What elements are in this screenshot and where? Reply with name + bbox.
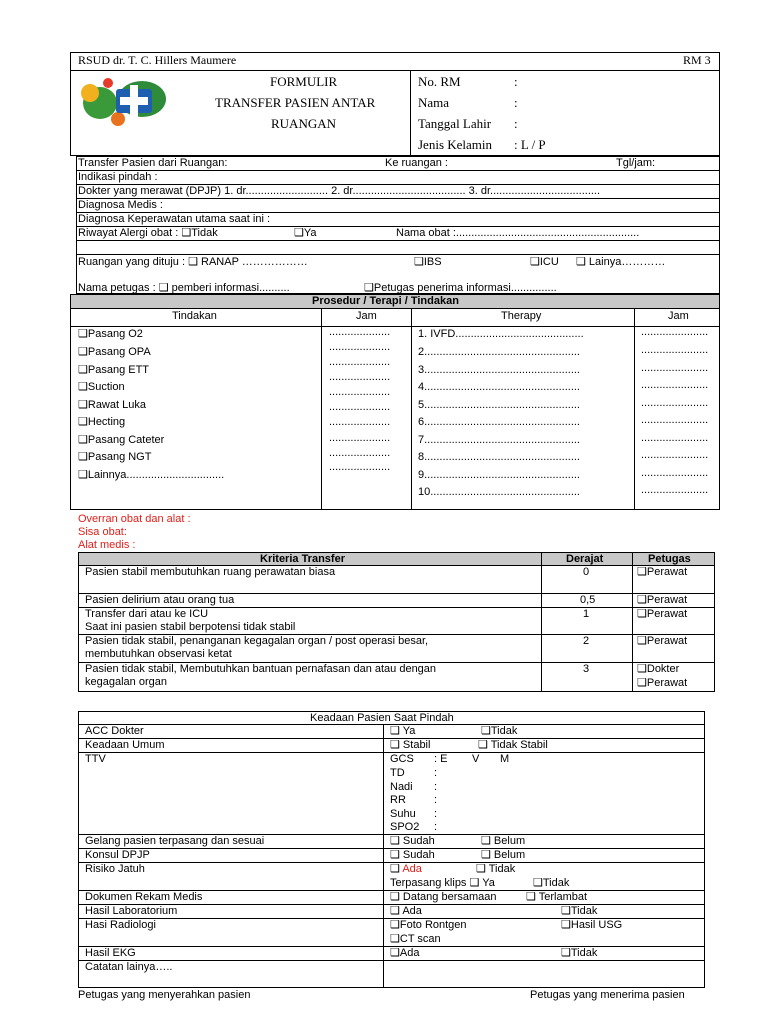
tindakan-item[interactable] xyxy=(78,364,149,377)
petugas-label: Perawat xyxy=(646,566,688,578)
klips-ya-checkbox[interactable]: ❑ xyxy=(469,877,480,889)
field-tgl-lahir-value[interactable]: : xyxy=(514,116,518,131)
icu-option[interactable]: ❑ICU xyxy=(530,256,559,268)
diagnosa-medis[interactable]: Diagnosa Medis : xyxy=(78,199,163,211)
petugas-checkbox[interactable]: ❑ xyxy=(637,566,647,578)
tindakan-checkbox[interactable]: ❑ xyxy=(78,364,88,376)
diagnosa-keperawatan[interactable]: Diagnosa Keperawatan utama saat ini : xyxy=(78,213,271,225)
acc-ya[interactable]: ❑ Ya xyxy=(390,725,416,737)
ttv-item-label: TD xyxy=(390,767,405,779)
umum-tidak-stabil[interactable]: ❑ Tidak Stabil xyxy=(478,739,548,751)
petugas-label: Perawat xyxy=(646,594,688,606)
risiko-ada-checkbox[interactable]: ❑ xyxy=(390,863,400,875)
form-title-line2: TRANSFER PASIEN ANTAR xyxy=(215,95,376,110)
usg-checkbox[interactable]: ❑ xyxy=(561,919,571,931)
tindakan-item[interactable] xyxy=(78,328,143,341)
therapy-jam-field[interactable]: ...................... xyxy=(641,414,709,426)
tindakan-label: Suction xyxy=(87,381,125,393)
therapy-item[interactable]: 5................................................... xyxy=(418,399,580,411)
ekg-tidak[interactable]: ❑Tidak xyxy=(561,947,598,959)
petugas-checkbox[interactable]: ❑ xyxy=(637,677,647,689)
tindakan-item[interactable] xyxy=(78,416,125,429)
field-tgl-lahir-label: Tanggal Lahir xyxy=(418,116,492,131)
therapy-jam-field[interactable]: ...................... xyxy=(641,379,709,391)
tindakan-label: Pasang OPA xyxy=(87,346,151,358)
rad-foto[interactable]: ❑Foto Rontgen xyxy=(390,919,467,931)
therapy-item[interactable]: 8................................................... xyxy=(418,451,580,463)
datang-checkbox[interactable]: ❑ xyxy=(390,891,400,903)
kriteria-text: Pasien delirium atau orang tua xyxy=(85,594,235,606)
ttv-item-value[interactable]: : xyxy=(434,794,438,806)
klips-label: Terpasang klips ❑ Ya xyxy=(390,877,495,889)
tindakan-label: Rawat Luka xyxy=(87,399,146,411)
gelang-belum-checkbox[interactable]: ❑ xyxy=(481,835,491,847)
derajat-value: 0 xyxy=(583,566,590,578)
alat-medis-label: Alat medis : xyxy=(78,539,136,551)
rad-ct[interactable]: ❑CT scan xyxy=(390,933,441,945)
nama-obat[interactable]: Nama obat :............................................................ xyxy=(396,227,640,239)
petugas-option[interactable] xyxy=(637,635,687,648)
risiko-jatuh-label: Risiko Jatuh xyxy=(85,863,145,875)
tindakan-checkbox[interactable]: ❑ xyxy=(78,469,88,481)
dokumen-label: Dokumen Rekam Medis xyxy=(85,891,203,903)
kriteria-text-line2: kegagalan organ xyxy=(85,676,167,688)
penerima-checkbox[interactable]: ❑ xyxy=(364,282,374,294)
therapy-item[interactable]: 7................................................... xyxy=(418,434,580,446)
field-nama-label: Nama xyxy=(418,95,450,110)
ranap-checkbox[interactable]: ❑ xyxy=(188,256,198,268)
petugas-label: Perawat xyxy=(646,608,688,620)
gelang-sudah[interactable]: ❑ Sudah xyxy=(390,835,435,847)
form-code: RM 3 xyxy=(683,53,711,67)
kriteria-text: Pasien tidak stabil, penanganan kegagalan organ / post operasi besar, xyxy=(85,635,429,647)
alergi-ya-checkbox[interactable]: ❑ xyxy=(294,227,304,239)
umum-stabil[interactable]: ❑ Stabil xyxy=(390,739,431,751)
hospital-logo xyxy=(78,75,170,127)
form-title-line3: RUANGAN xyxy=(271,116,336,131)
gcs-m[interactable]: M xyxy=(500,753,510,765)
col-therapy: Therapy xyxy=(501,310,542,322)
lab-tidak[interactable]: ❑Tidak xyxy=(561,905,598,917)
ekg-label: Hasil EKG xyxy=(85,947,136,959)
ruangan-dituju: Ruangan yang dituju : ❑ RANAP ……………… xyxy=(78,256,308,268)
derajat-value: 2 xyxy=(583,635,590,647)
indikasi-pindah[interactable]: Indikasi pindah : xyxy=(78,171,158,183)
ttv-item-value[interactable]: : xyxy=(434,807,438,820)
derajat-value: 1 xyxy=(583,608,590,620)
acc-dokter-label: ACC Dokter xyxy=(85,725,144,737)
petugas-option-2[interactable] xyxy=(637,677,687,690)
petugas-checkbox[interactable]: ❑ xyxy=(637,635,647,647)
terlambat-checkbox[interactable]: ❑ xyxy=(526,891,536,903)
jam-field[interactable]: .................... xyxy=(329,326,391,338)
field-no-rm-label: No. RM xyxy=(418,74,461,89)
lainya-option[interactable]: ❑ Lainya………… xyxy=(576,256,666,268)
tidak-stabil-checkbox[interactable]: ❑ xyxy=(478,739,488,751)
petugas-label: Dokter xyxy=(646,663,680,675)
jam-field[interactable]: .................... xyxy=(329,401,391,413)
pemberi-checkbox[interactable]: ❑ xyxy=(158,282,169,294)
hospital-name: RSUD dr. T. C. Hillers Maumere xyxy=(78,53,237,67)
derajat-value: 0,5 xyxy=(580,594,596,606)
penerima-option[interactable]: ❑Petugas penerima informasi............... xyxy=(364,282,557,294)
riwayat-alergi-label: Riwayat Alergi obat : ❑Tidak xyxy=(78,227,218,239)
gelang-label: Gelang pasien terpasang dan sesuai xyxy=(85,835,265,847)
ttv-item-value[interactable]: : xyxy=(434,821,438,833)
tindakan-checkbox[interactable]: ❑ xyxy=(78,416,88,428)
risiko-ada[interactable]: ❑ Ada xyxy=(390,863,422,875)
alergi-ya-option[interactable]: ❑Ya xyxy=(294,227,317,239)
gcs-v[interactable]: V xyxy=(472,753,480,765)
petugas-option[interactable] xyxy=(637,594,687,607)
gcs-label: GCS xyxy=(390,753,414,765)
therapy-item[interactable]: 4................................................... xyxy=(418,381,580,393)
col-kriteria: Kriteria Transfer xyxy=(260,553,345,565)
tindakan-label: Pasang Cateter xyxy=(87,434,165,446)
ekg-ada[interactable]: ❑Ada xyxy=(390,947,420,959)
petugas-label: Perawat xyxy=(646,635,688,647)
alergi-tidak-checkbox[interactable]: ❑ xyxy=(181,227,192,239)
petugas-label: Perawat xyxy=(646,677,688,689)
field-nama-value[interactable]: : xyxy=(514,95,518,110)
therapy-item[interactable]: 10................................................. xyxy=(418,486,580,498)
radiologi-label: Hasi Radiologi xyxy=(85,919,156,931)
tindakan-label: Hecting xyxy=(87,416,126,428)
keadaan-title: Keadaan Pasien Saat Pindah xyxy=(310,712,454,724)
petugas-option[interactable] xyxy=(637,566,687,579)
tindakan-checkbox[interactable]: ❑ xyxy=(78,381,88,393)
rad-usg[interactable]: ❑Hasil USG xyxy=(561,919,623,931)
therapy-item[interactable]: 1. IVFD.......................................... xyxy=(418,328,584,340)
gelang-belum[interactable]: ❑ Belum xyxy=(481,835,526,847)
therapy-item[interactable]: 9................................................... xyxy=(418,469,580,481)
tindakan-label: Pasang NGT xyxy=(87,451,152,463)
jam-field[interactable]: .................... xyxy=(329,356,391,368)
therapy-item[interactable]: 2................................................... xyxy=(418,346,580,358)
therapy-item[interactable]: 3................................................... xyxy=(418,364,580,376)
ekg-tidak-checkbox[interactable]: ❑ xyxy=(561,947,571,959)
form-title-line1: FORMULIR xyxy=(270,74,338,89)
jam-field[interactable]: .................... xyxy=(329,447,391,459)
jam-field[interactable]: .................... xyxy=(329,341,391,353)
therapy-jam-field[interactable]: ...................... xyxy=(641,432,709,444)
acc-tidak[interactable]: ❑Tidak xyxy=(481,725,518,737)
acc-tidak-checkbox[interactable]: ❑ xyxy=(481,725,491,737)
petugas-checkbox[interactable]: ❑ xyxy=(637,608,647,620)
ibs-option[interactable]: ❑IBS xyxy=(414,256,442,268)
jam-field[interactable]: .................... xyxy=(329,386,391,398)
jam-field[interactable]: .................... xyxy=(329,461,391,473)
therapy-jam-field[interactable]: ...................... xyxy=(641,326,709,338)
konsul-dpjp-label: Konsul DPJP xyxy=(85,849,150,861)
therapy-jam-field[interactable]: ...................... xyxy=(641,362,709,374)
sisa-obat-label: Sisa obat: xyxy=(78,526,127,538)
kriteria-header-bg xyxy=(79,553,714,565)
risiko-tidak-checkbox[interactable]: ❑ xyxy=(476,863,486,875)
dokter-dpjp[interactable]: Dokter yang merawat (DPJP) 1. dr........................... 2. dr..................................... 3. dr.................................... xyxy=(78,185,601,197)
col-jam-2: Jam xyxy=(668,310,689,322)
prosedur-title: Prosedur / Terapi / Tindakan xyxy=(312,295,459,307)
kriteria-text-line2: membutuhkan observasi ketat xyxy=(85,648,232,660)
field-jk-label: Jenis Kelamin xyxy=(418,137,493,152)
petugas-option[interactable] xyxy=(637,608,687,621)
petugas-checkbox[interactable]: ❑ xyxy=(637,663,647,675)
tindakan-label: Pasang ETT xyxy=(87,364,150,376)
overran-label: Overran obat dan alat : xyxy=(78,513,191,525)
dari-ruangan-label[interactable]: Transfer Pasien dari Ruangan: xyxy=(78,157,228,169)
therapy-jam-field[interactable]: ...................... xyxy=(641,344,709,356)
ttv-item-value[interactable]: : xyxy=(434,780,438,793)
risiko-tidak[interactable]: ❑ Tidak xyxy=(476,863,516,875)
therapy-jam-field[interactable]: ...................... xyxy=(641,449,709,461)
kriteria-text-line2: Saat ini pasien stabil berpotensi tidak stabil xyxy=(85,621,296,633)
nama-petugas: Nama petugas : ❑ pemberi informasi.......... xyxy=(78,282,290,294)
lab-label: Hasil Laboratorium xyxy=(85,905,178,917)
kriteria-text: Pasien tidak stabil, Membutuhkan bantuan pernafasan dan atau dengan xyxy=(85,663,437,675)
footer-menerima: Petugas yang menerima pasien xyxy=(530,989,685,1001)
tindakan-checkbox[interactable]: ❑ xyxy=(78,451,88,463)
dokumen-terlambat[interactable]: ❑ Terlambat xyxy=(526,891,588,903)
lainya-checkbox[interactable]: ❑ xyxy=(576,256,586,268)
ttv-item-label: SPO2 xyxy=(390,821,420,833)
kriteria-text: Pasien stabil membutuhkan ruang perawatan biasa xyxy=(85,566,336,578)
ttv-item-label: Nadi xyxy=(390,780,413,793)
kriteria-text: Transfer dari atau ke ICU xyxy=(85,608,209,620)
tindakan-checkbox[interactable]: ❑ xyxy=(78,434,88,446)
footer-menyerahkan: Petugas yang menyerahkan pasien xyxy=(78,989,251,1001)
tindakan-item[interactable] xyxy=(78,451,151,464)
therapy-jam-field[interactable]: ...................... xyxy=(641,484,709,496)
col-jam: Jam xyxy=(356,310,377,322)
konsul-belum[interactable]: ❑ Belum xyxy=(481,849,526,861)
ibs-checkbox[interactable]: ❑ xyxy=(414,256,424,268)
ttv-item-label: Suhu xyxy=(390,807,416,820)
konsul-sudah[interactable]: ❑ Sudah xyxy=(390,849,435,861)
tgl-jam-label[interactable]: Tgl/jam: xyxy=(616,157,656,169)
acc-ya-checkbox[interactable]: ❑ xyxy=(390,725,400,737)
ct-checkbox[interactable]: ❑ xyxy=(390,933,400,945)
ttv-item-value[interactable]: : xyxy=(434,767,438,779)
keadaan-umum-label: Keadaan Umum xyxy=(85,739,165,751)
gelang-sudah-checkbox[interactable]: ❑ xyxy=(390,835,400,847)
ke-ruangan-label[interactable]: Ke ruangan : xyxy=(385,157,448,169)
ekg-ada-checkbox[interactable]: ❑ xyxy=(390,947,400,959)
tindakan-item[interactable] xyxy=(78,346,151,359)
jam-field[interactable]: .................... xyxy=(329,371,391,383)
stabil-checkbox[interactable]: ❑ xyxy=(390,739,400,751)
tindakan-item[interactable] xyxy=(78,469,224,482)
klips-tidak-checkbox[interactable]: ❑ xyxy=(533,877,543,889)
konsul-belum-checkbox[interactable]: ❑ xyxy=(481,849,491,861)
dokumen-datang[interactable]: ❑ Datang bersamaan xyxy=(390,891,497,903)
icu-checkbox[interactable]: ❑ xyxy=(530,256,540,268)
tindakan-item[interactable] xyxy=(78,381,125,394)
field-jk-value[interactable]: : L / P xyxy=(514,137,546,152)
therapy-jam-field[interactable]: ...................... xyxy=(641,397,709,409)
col-petugas: Petugas xyxy=(648,553,691,565)
ttv-label: TTV xyxy=(85,753,106,765)
gcs-e[interactable]: : E xyxy=(434,753,448,765)
klips-tidak[interactable]: ❑Tidak xyxy=(533,877,570,889)
foto-checkbox[interactable]: ❑ xyxy=(390,919,400,931)
therapy-item[interactable]: 6................................................... xyxy=(418,416,580,428)
petugas-checkbox[interactable]: ❑ xyxy=(637,594,647,606)
derajat-value: 3 xyxy=(583,663,590,675)
lab-tidak-checkbox[interactable]: ❑ xyxy=(561,905,571,917)
tindakan-label: Pasang O2 xyxy=(87,328,143,340)
konsul-sudah-checkbox[interactable]: ❑ xyxy=(390,849,400,861)
lab-ada-checkbox[interactable]: ❑ xyxy=(390,905,400,917)
lab-ada[interactable]: ❑ Ada xyxy=(390,905,422,917)
petugas-option[interactable] xyxy=(637,663,679,676)
col-derajat: Derajat xyxy=(566,553,604,565)
tindakan-label: Lainnya................................ xyxy=(87,469,225,481)
col-tindakan: Tindakan xyxy=(172,310,217,322)
field-no-rm-value[interactable]: : xyxy=(514,74,518,89)
jam-field[interactable]: .................... xyxy=(329,416,391,428)
tindakan-item[interactable] xyxy=(78,399,146,412)
tindakan-checkbox[interactable]: ❑ xyxy=(78,399,88,411)
therapy-jam-field[interactable]: ...................... xyxy=(641,467,709,479)
ttv-item-label: RR xyxy=(390,794,406,806)
tindakan-checkbox[interactable]: ❑ xyxy=(78,346,88,358)
jam-field[interactable]: .................... xyxy=(329,432,391,444)
catatan-lainya[interactable]: Catatan lainya….. xyxy=(85,961,173,973)
tindakan-item[interactable] xyxy=(78,434,164,447)
tindakan-checkbox[interactable]: ❑ xyxy=(78,328,88,340)
